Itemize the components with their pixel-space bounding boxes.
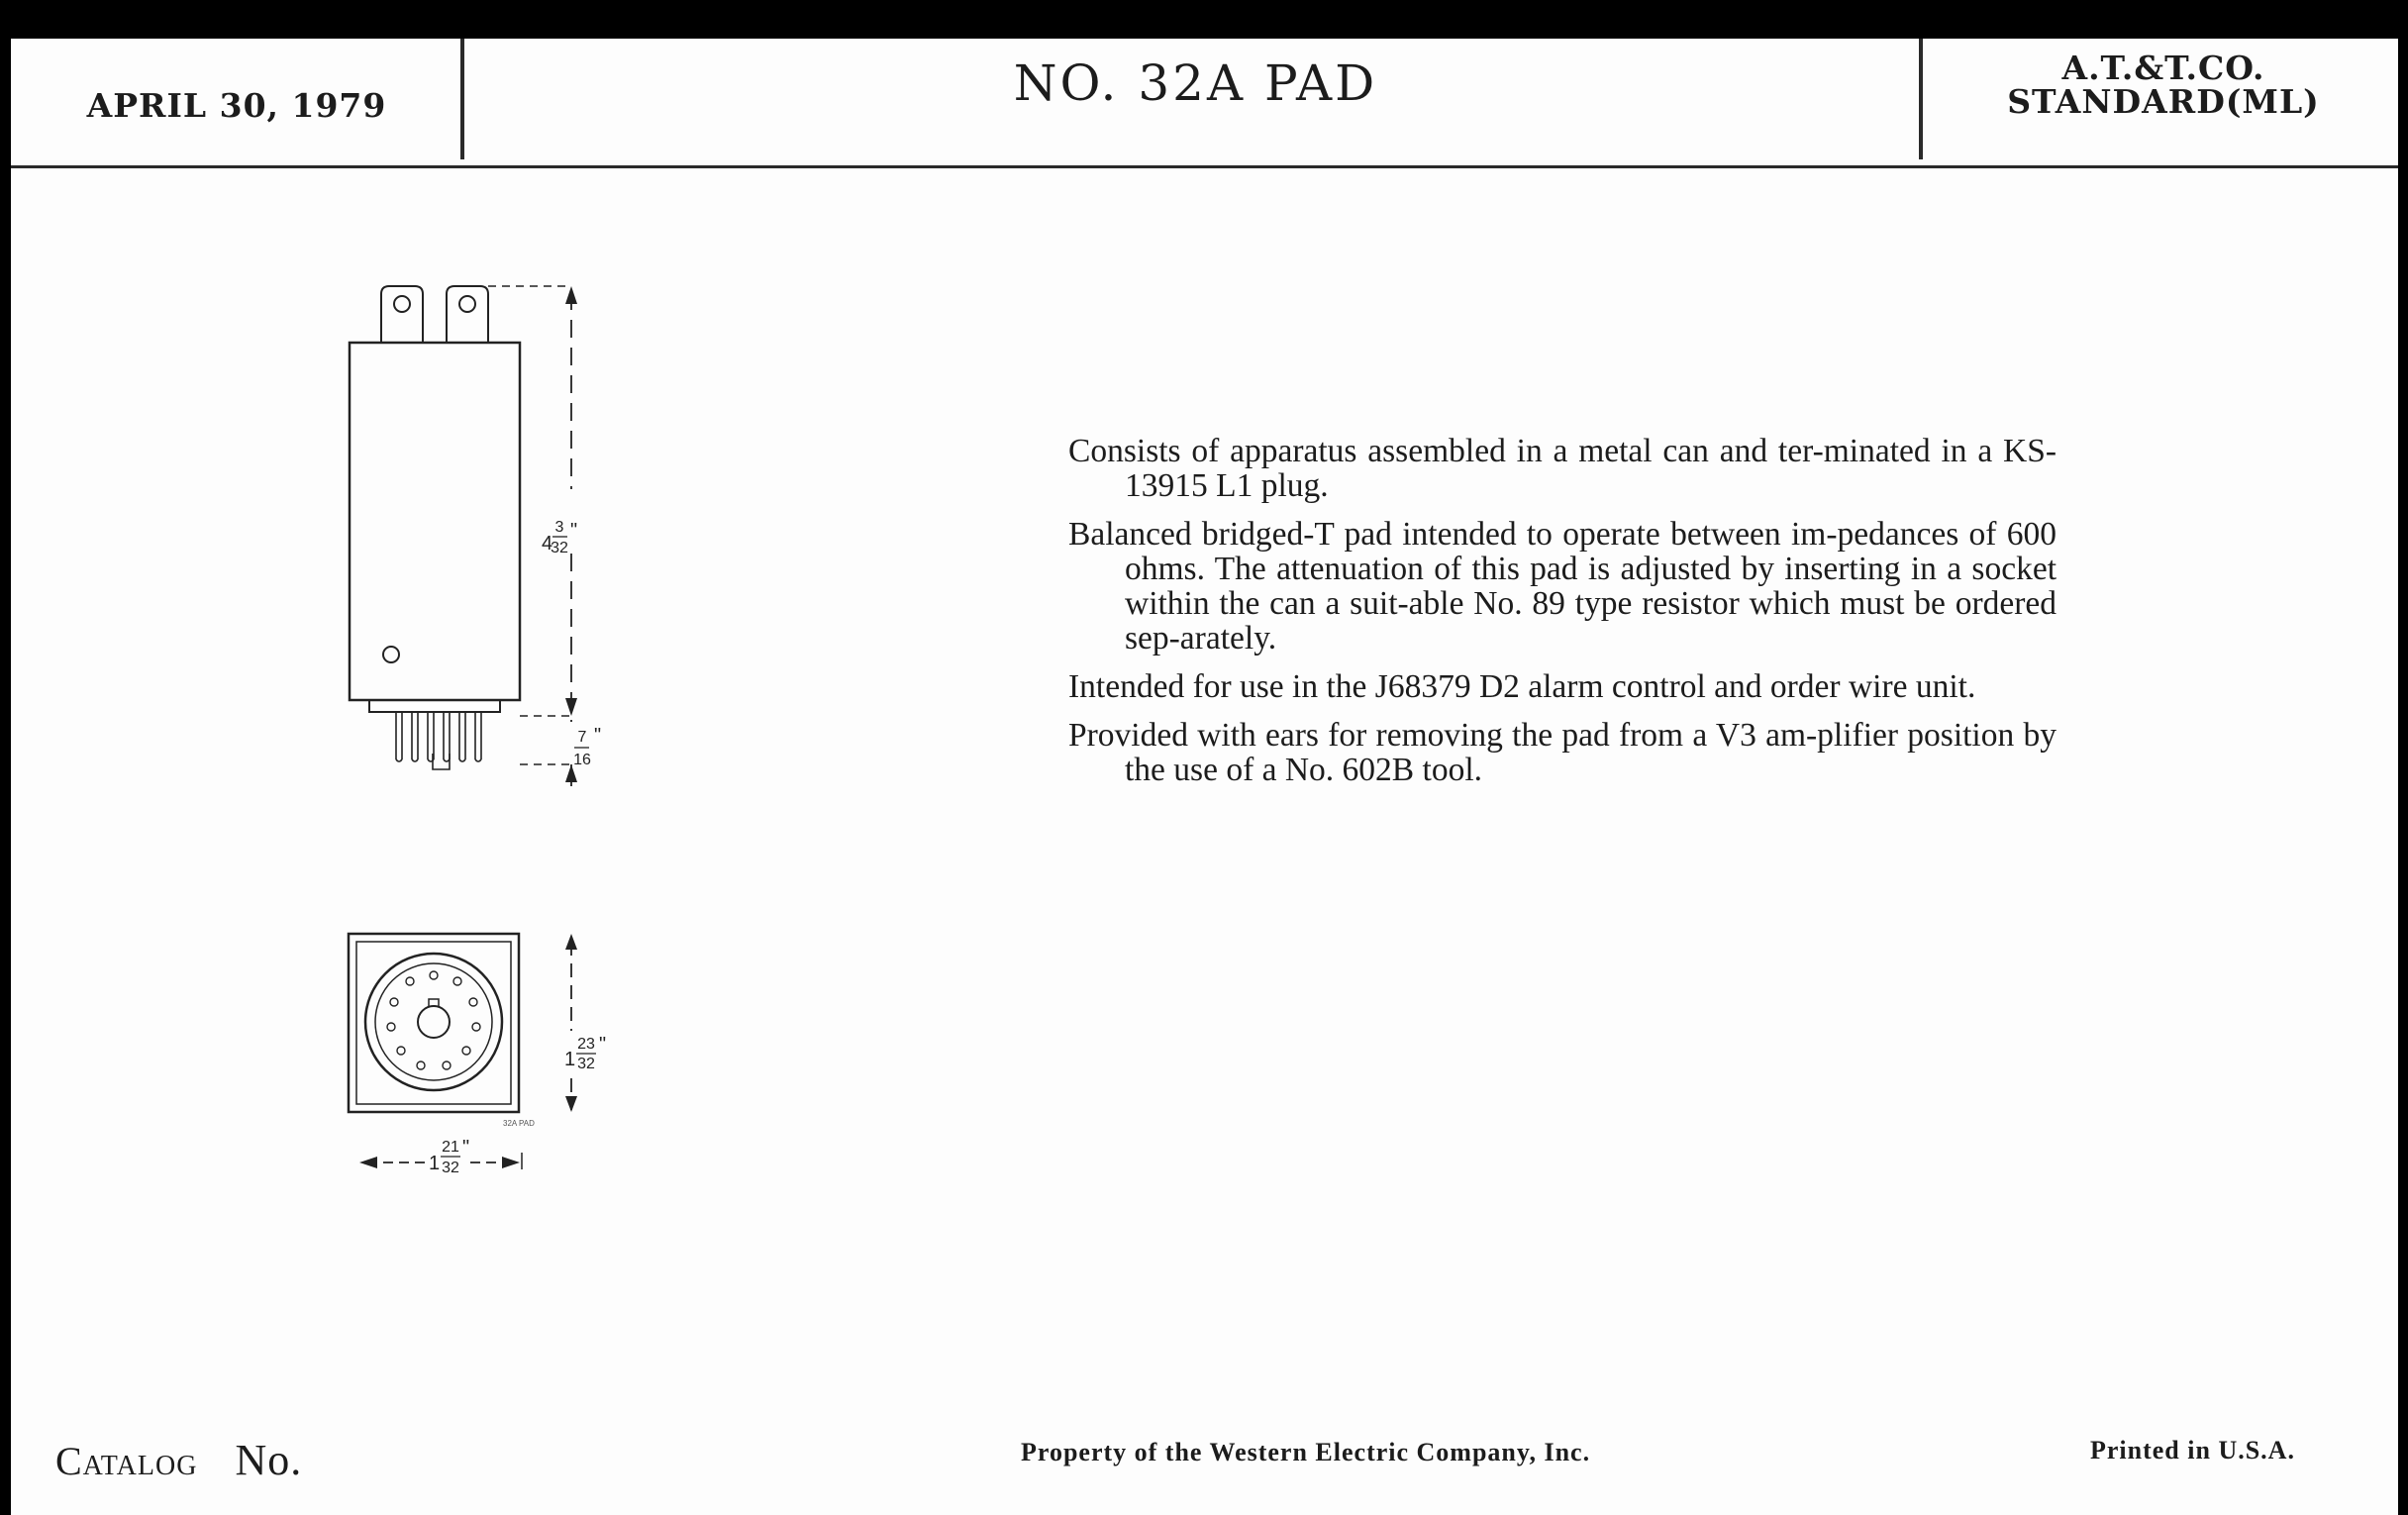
width-whole: 1 (429, 1153, 441, 1174)
catalog-no-label: No. (235, 1436, 303, 1484)
base-denominator: 16 (573, 752, 591, 768)
height-numerator: 3 (554, 519, 564, 536)
catalog-sheet (11, 39, 2398, 1515)
description-paragraph: Provided with ears for removing the pad from a V3 am-plifier position by the use of a No. 602B tool. (1068, 717, 2057, 788)
depth-numerator: 23 (577, 1036, 595, 1053)
inch-mark: " (462, 1137, 470, 1159)
base-numerator: 7 (577, 729, 587, 746)
standard-line-1: A.T.&T.CO. (2061, 49, 2265, 87)
description-paragraph: Consists of apparatus assembled in a metal can and ter-minated in a KS-13915 L1 plug. (1068, 433, 2057, 504)
catalog-label: Catalog (55, 1439, 198, 1483)
inch-mark: " (570, 520, 578, 542)
property-notice: Property of the Western Electric Company, Inc. (1021, 1438, 1591, 1466)
pad-drawing (11, 39, 704, 1227)
page-title: NO. 32A PAD (1013, 54, 1378, 112)
depth-denominator: 32 (577, 1056, 595, 1072)
issue-date: APRIL 30, 1979 (86, 85, 387, 125)
description-paragraph: Intended for use in the J68379 D2 alarm control and order wire unit. (1068, 668, 1976, 705)
inch-mark: " (594, 725, 602, 747)
height-whole: 4 (542, 533, 553, 555)
inch-mark: " (599, 1034, 607, 1056)
width-numerator: 21 (442, 1139, 459, 1156)
catalog-number-label (55, 1435, 302, 1485)
description (1068, 434, 2057, 801)
width-denominator: 32 (442, 1160, 459, 1176)
printed-notice: Printed in U.S.A. (2090, 1436, 2295, 1464)
height-denominator: 32 (551, 540, 568, 556)
header-divider (1919, 39, 1923, 159)
drawing-caption: 32A PAD (503, 1119, 535, 1128)
description-paragraph: Balanced bridged-T pad intended to operate between im-pedances of 600 ohms. The attenuation of this pad is adjusted by inserting in a socket within the can a suit-able No. 89 type resistor which must be ordered sep-arately. (1068, 516, 2057, 656)
depth-whole: 1 (564, 1049, 576, 1070)
standard-label (1929, 39, 2398, 159)
standard-line-2: STANDARD(ML) (2007, 82, 2320, 121)
